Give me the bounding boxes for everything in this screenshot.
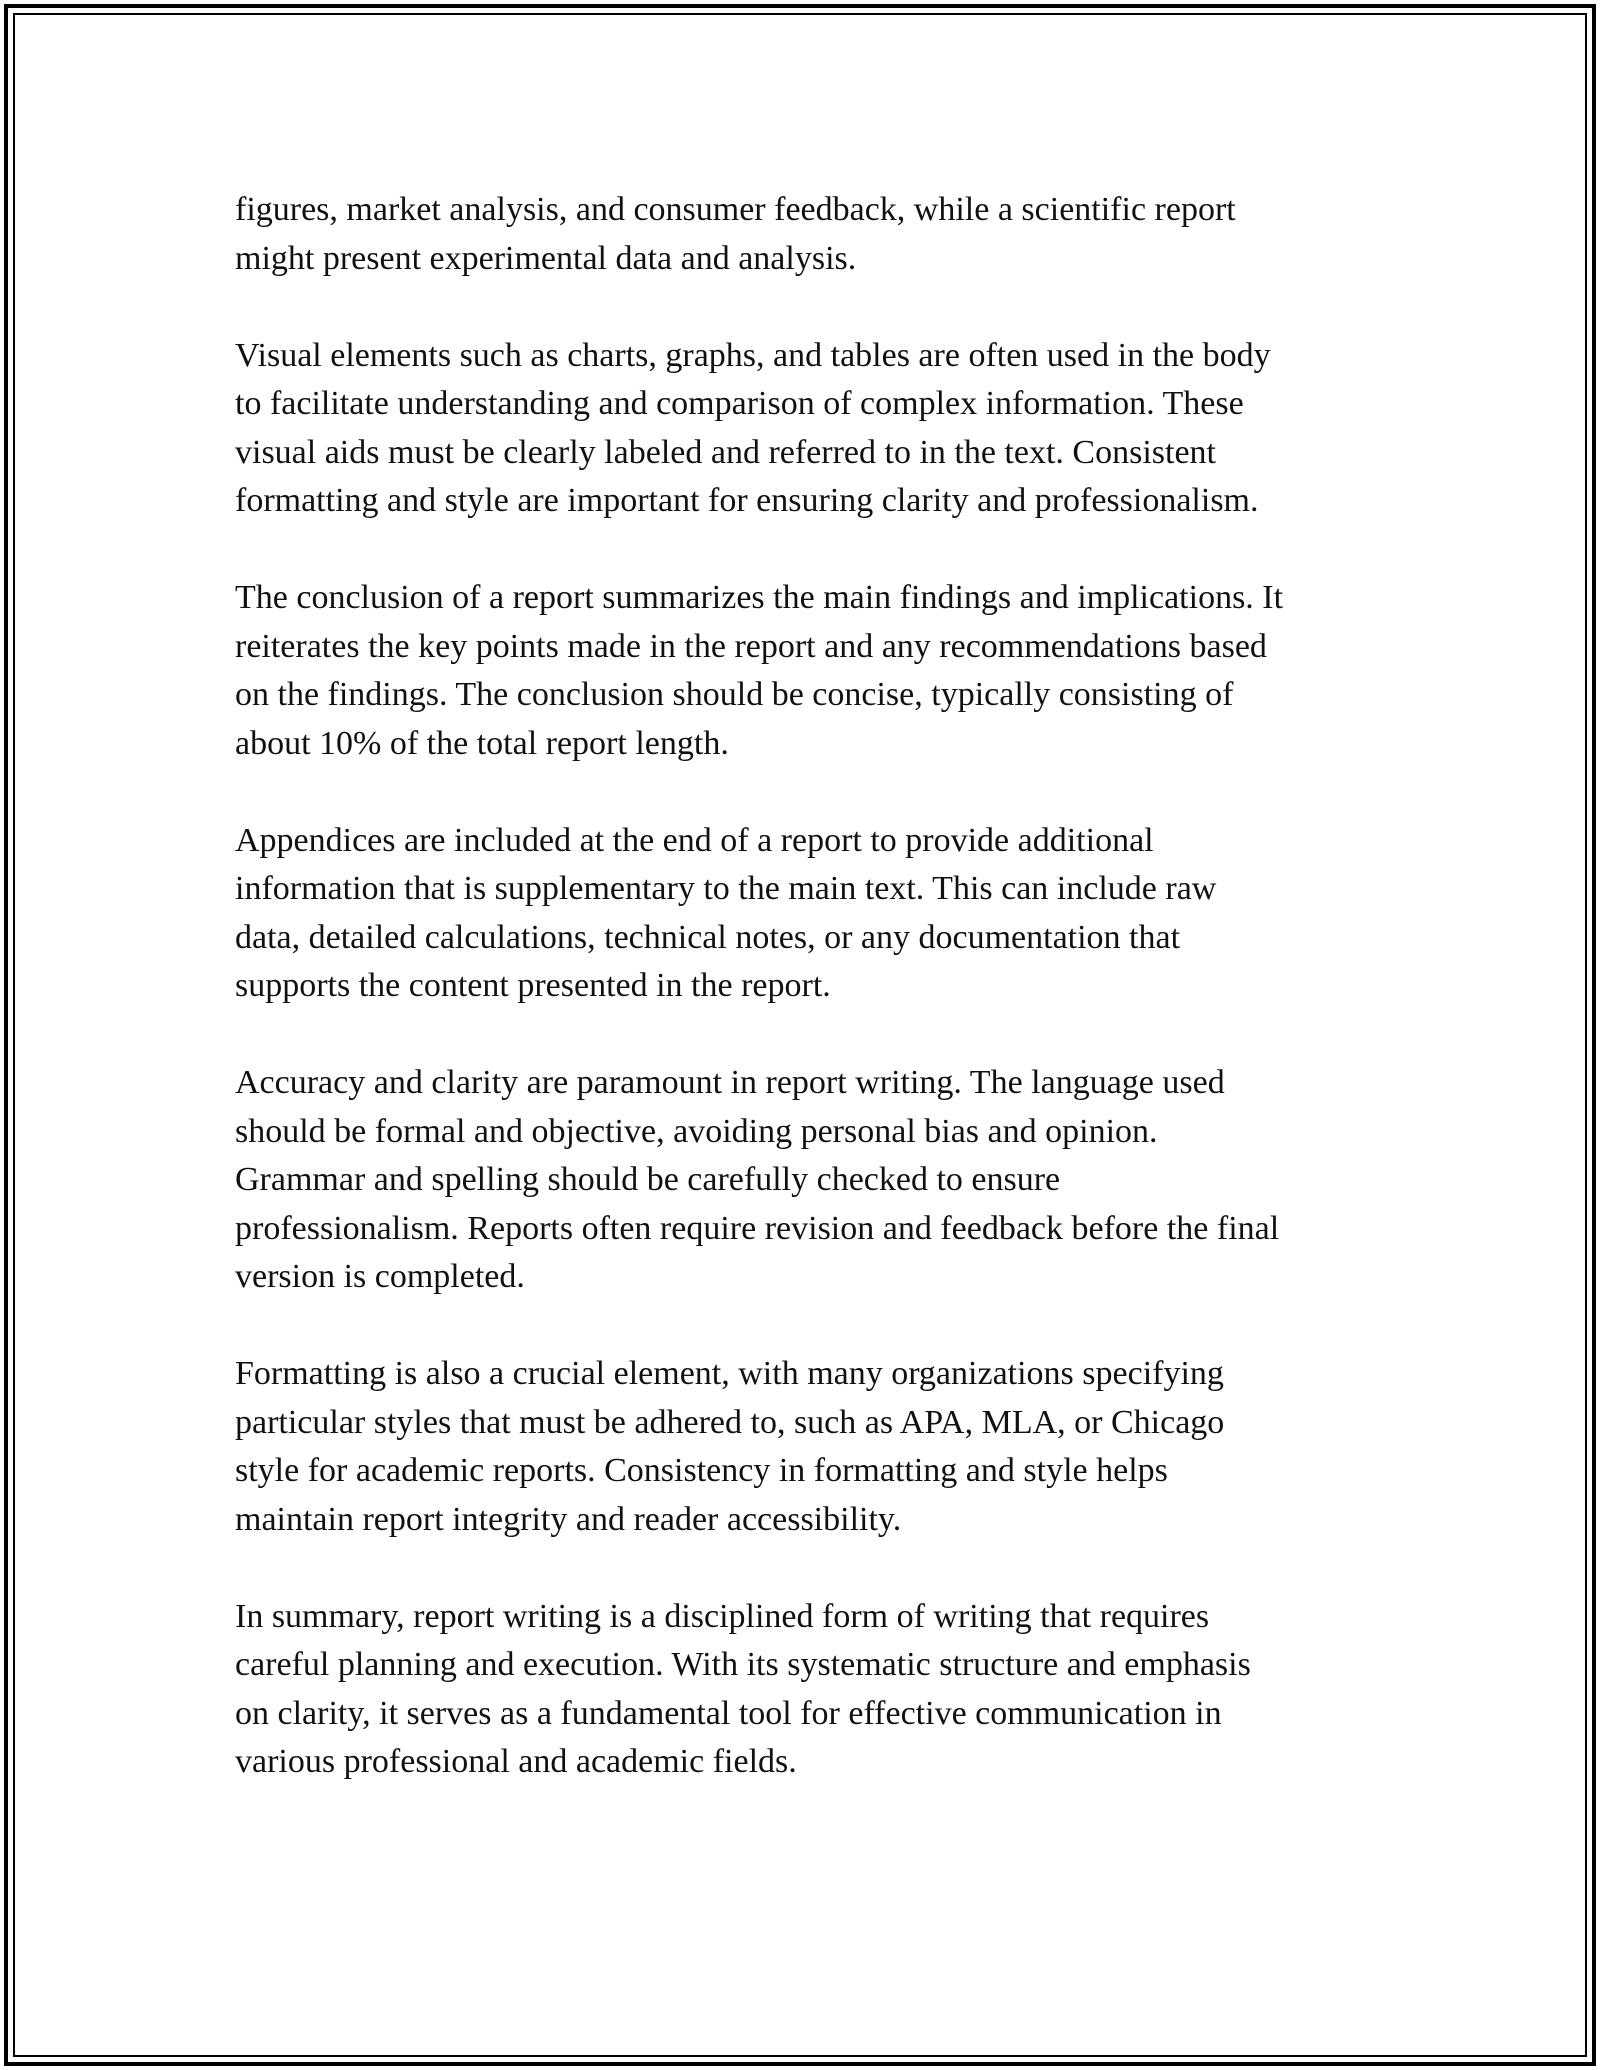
text-line: Grammar and spelling should be carefully checked to ensure	[235, 1161, 1061, 1198]
paragraph-5	[235, 1059, 1375, 1302]
paragraph-4	[235, 817, 1375, 1011]
text-line: to facilitate understanding and comparison of complex information. These	[235, 385, 1244, 422]
text-line: should be formal and objective, avoiding personal bias and opinion.	[235, 1112, 1158, 1150]
text-line: Visual elements such as charts, graphs, and tables are often used in the body	[235, 336, 1271, 374]
paragraph-3	[235, 574, 1375, 768]
text-line: about 10% of the total report length.	[235, 724, 729, 762]
text-line: on clarity, it serves as a fundamental tool for effective communication in	[235, 1694, 1222, 1732]
text-line: on the findings. The conclusion should be concise, typically consisting of	[235, 676, 1234, 713]
text-line: professionalism. Reports often require revision and feedback before the final	[235, 1209, 1280, 1247]
text-line: style for academic reports. Consistency in formatting and style helps	[235, 1452, 1168, 1489]
document-body	[235, 186, 1375, 1835]
paragraph-6	[235, 1350, 1375, 1544]
text-line: maintain report integrity and reader accessibility.	[235, 1500, 902, 1538]
text-line: data, detailed calculations, technical notes, or any documentation that	[235, 918, 1181, 956]
paragraph-2	[235, 332, 1375, 526]
text-line: visual aids must be clearly labeled and referred to in the text. Consistent	[235, 433, 1216, 471]
text-line: reiterates the key points made in the report and any recommendations based	[235, 627, 1267, 665]
paragraph-1	[235, 186, 1375, 283]
text-line: figures, market analysis, and consumer feedback, while a scientific report	[235, 191, 1236, 228]
text-line: information that is supplementary to the main text. This can include raw	[235, 870, 1217, 907]
text-line: supports the content presented in the report.	[235, 967, 831, 1004]
text-line: Appendices are included at the end of a report to provide additional	[235, 821, 1154, 859]
text-line: formatting and style are important for ensuring clarity and professionalism.	[235, 482, 1259, 519]
text-line: careful planning and execution. With its systematic structure and emphasis	[235, 1646, 1251, 1683]
text-line: version is completed.	[235, 1258, 525, 1295]
text-line: In summary, report writing is a disciplined form of writing that requires	[235, 1597, 1210, 1635]
text-line: particular styles that must be adhered to, such as APA, MLA, or Chicago	[235, 1403, 1225, 1441]
text-line: The conclusion of a report summarizes the main findings and implications. It	[235, 579, 1284, 616]
text-line: Formatting is also a crucial element, with many organizations specifying	[235, 1355, 1224, 1392]
text-line: might present experimental data and analysis.	[235, 239, 857, 277]
text-line: Accuracy and clarity are paramount in report writing. The language used	[235, 1064, 1225, 1101]
paragraph-7	[235, 1593, 1375, 1787]
text-line: various professional and academic fields.	[235, 1743, 797, 1780]
